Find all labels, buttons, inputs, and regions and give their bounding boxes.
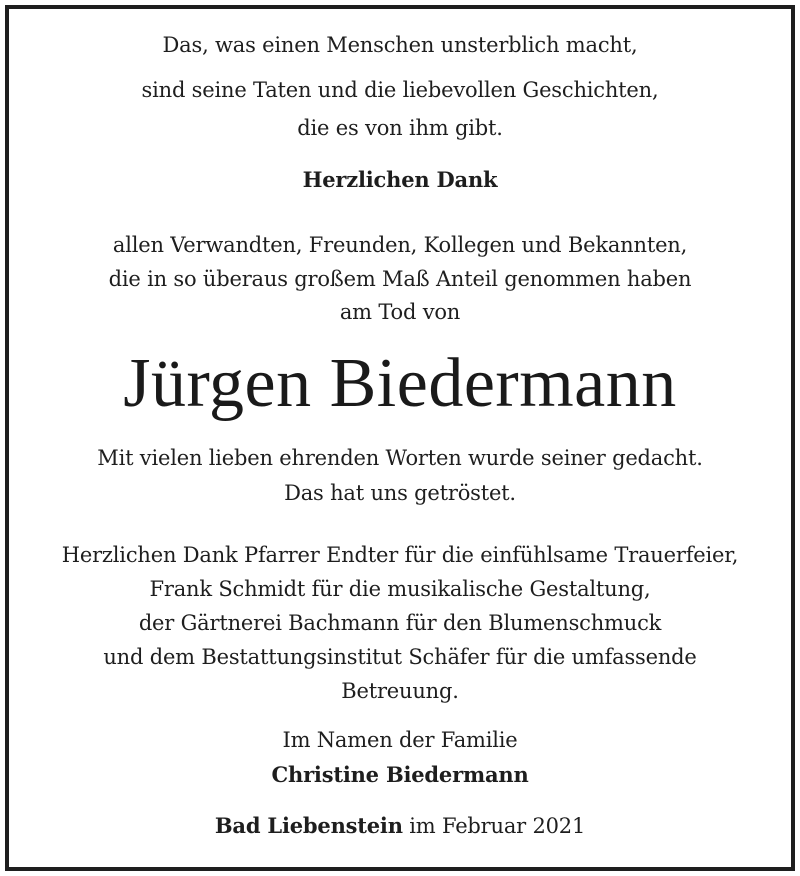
thanks-line-3: der Gärtnerei Bachmann für den Blumenschmuck [138,611,662,635]
signer-name: Christine Biedermann [271,762,529,787]
thanks-heading: Herzlichen Dank [302,167,498,192]
quote-line-2: sind seine Taten und die liebevollen Geschichten, [141,78,659,102]
thanks-line-4: und dem Bestattungsinstitut Schäfer für die umfassende [103,645,697,669]
place-date-line [0,814,800,838]
on-behalf-line: Im Namen der Familie [282,728,518,752]
deceased-name: Jürgen Biedermann [123,345,677,422]
comfort-line-1: Mit vielen lieben ehrenden Worten wurde seiner gedacht. [97,446,703,470]
thanks-line-5: Betreuung. [341,679,459,703]
quote-line-1: Das, was einen Menschen unsterblich macht, [162,33,638,57]
date-text: im Februar 2021 [409,814,586,838]
quote-line-3: die es von ihm gibt. [297,116,503,140]
intro-line-1: allen Verwandten, Freunden, Kollegen und Bekannten, [112,233,688,257]
intro-line-2: die in so überaus großem Maß Anteil genommen haben [108,267,692,291]
thanks-line-1: Herzlichen Dank Pfarrer Endter für die einfühlsame Trauerfeier, [61,543,739,567]
thanks-line-2: Frank Schmidt für die musikalische Gestaltung, [149,577,651,601]
comfort-line-2: Das hat uns getröstet. [284,481,516,505]
place-name: Bad Liebenstein [214,813,403,838]
intro-line-3: am Tod von [339,300,461,324]
